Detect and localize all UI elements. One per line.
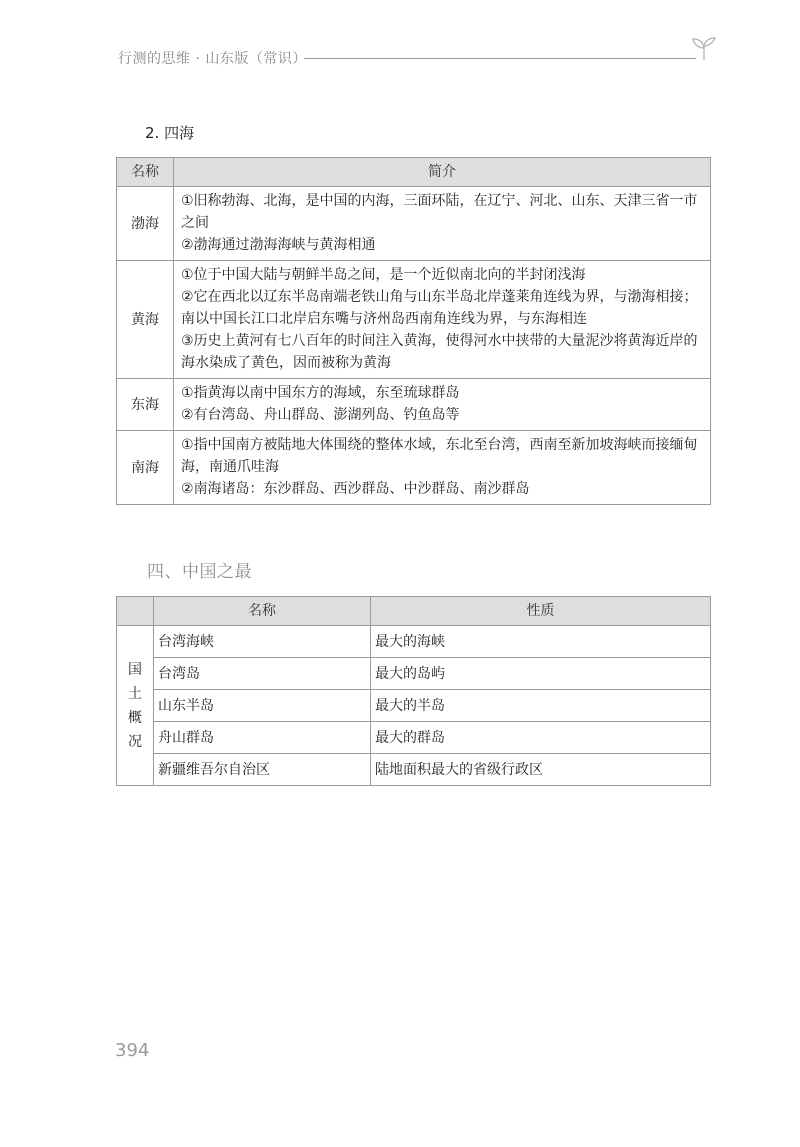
table-header-row [117, 158, 711, 187]
table-row [117, 261, 711, 379]
sea-name: 东海 [117, 379, 174, 431]
column-header-name: 名称 [117, 158, 174, 187]
description-line: ①指黄海以南中国东方的海域，东至琉球群岛 [181, 385, 460, 401]
category-char: 况 [128, 733, 142, 750]
sea-description [174, 187, 711, 261]
table-row [117, 690, 711, 722]
feature-name: 台湾海峡 [154, 626, 371, 658]
feature-name: 山东半岛 [154, 690, 371, 722]
running-header [118, 48, 718, 70]
table-header-row [117, 597, 711, 626]
table-row [117, 722, 711, 754]
feature-name: 舟山群岛 [154, 722, 371, 754]
china-superlatives-table [116, 596, 711, 786]
feature-property: 最大的群岛 [371, 722, 711, 754]
table-row [117, 379, 711, 431]
description-line: ②渤海通过渤海海峡与黄海相通 [181, 237, 376, 253]
category-char: 土 [128, 685, 142, 702]
table-row [117, 431, 711, 505]
description-line: ③历史上黄河有七八百年的时间注入黄海，使得河水中挟带的大量泥沙将黄海近岸的海水染成了黄色，因而被称为黄海 [181, 333, 698, 371]
table-row [117, 626, 711, 658]
feature-property: 最大的海峡 [371, 626, 711, 658]
feature-name: 台湾岛 [154, 658, 371, 690]
sprout-icon [690, 34, 718, 62]
page-number: 394 [115, 1040, 150, 1061]
description-line: ①指中国南方被陆地大体围绕的整体水域，东北至台湾，西南至新加坡海峡而接缅甸海，南通爪哇海 [181, 437, 698, 475]
category-char: 概 [128, 709, 142, 726]
running-header-title: 行测的思维 · 山东版（常识） [118, 51, 307, 67]
description-line: ①位于中国大陆与朝鲜半岛之间，是一个近似南北向的半封闭浅海 [181, 267, 586, 283]
table-row [117, 754, 711, 786]
category-cell [117, 626, 154, 786]
feature-property: 最大的岛屿 [371, 658, 711, 690]
header-rule [304, 58, 696, 59]
feature-property: 最大的半岛 [371, 690, 711, 722]
description-line: ②有台湾岛、舟山群岛、澎湖列岛、钓鱼岛等 [181, 407, 460, 423]
description-line: ②它在西北以辽东半岛南端老铁山角与山东半岛北岸蓬莱角连线为界，与渤海相接；南以中国长江口北岸启东嘴与济州岛西南角连线为界，与东海相连 [181, 289, 698, 327]
category-char: 国 [128, 661, 142, 678]
feature-name: 新疆维吾尔自治区 [154, 754, 371, 786]
sea-name: 渤海 [117, 187, 174, 261]
sea-description [174, 261, 711, 379]
sea-name: 南海 [117, 431, 174, 505]
column-header-category [117, 597, 154, 626]
sea-description [174, 379, 711, 431]
superlatives-section-heading: 四、中国之最 [147, 562, 252, 582]
feature-property: 陆地面积最大的省级行政区 [371, 754, 711, 786]
table-row [117, 187, 711, 261]
sea-description [174, 431, 711, 505]
four-seas-table [116, 157, 711, 505]
description-line: ②南海诸岛：东沙群岛、西沙群岛、中沙群岛、南沙群岛 [181, 481, 530, 497]
column-header-description: 简介 [174, 158, 711, 187]
description-line: ①旧称勃海、北海，是中国的内海，三面环陆，在辽宁、河北、山东、天津三省一市之间 [181, 193, 698, 231]
column-header-name: 名称 [154, 597, 371, 626]
column-header-property: 性质 [371, 597, 711, 626]
seas-section-heading: 2. 四海 [145, 124, 195, 142]
table-row [117, 658, 711, 690]
sea-name: 黄海 [117, 261, 174, 379]
